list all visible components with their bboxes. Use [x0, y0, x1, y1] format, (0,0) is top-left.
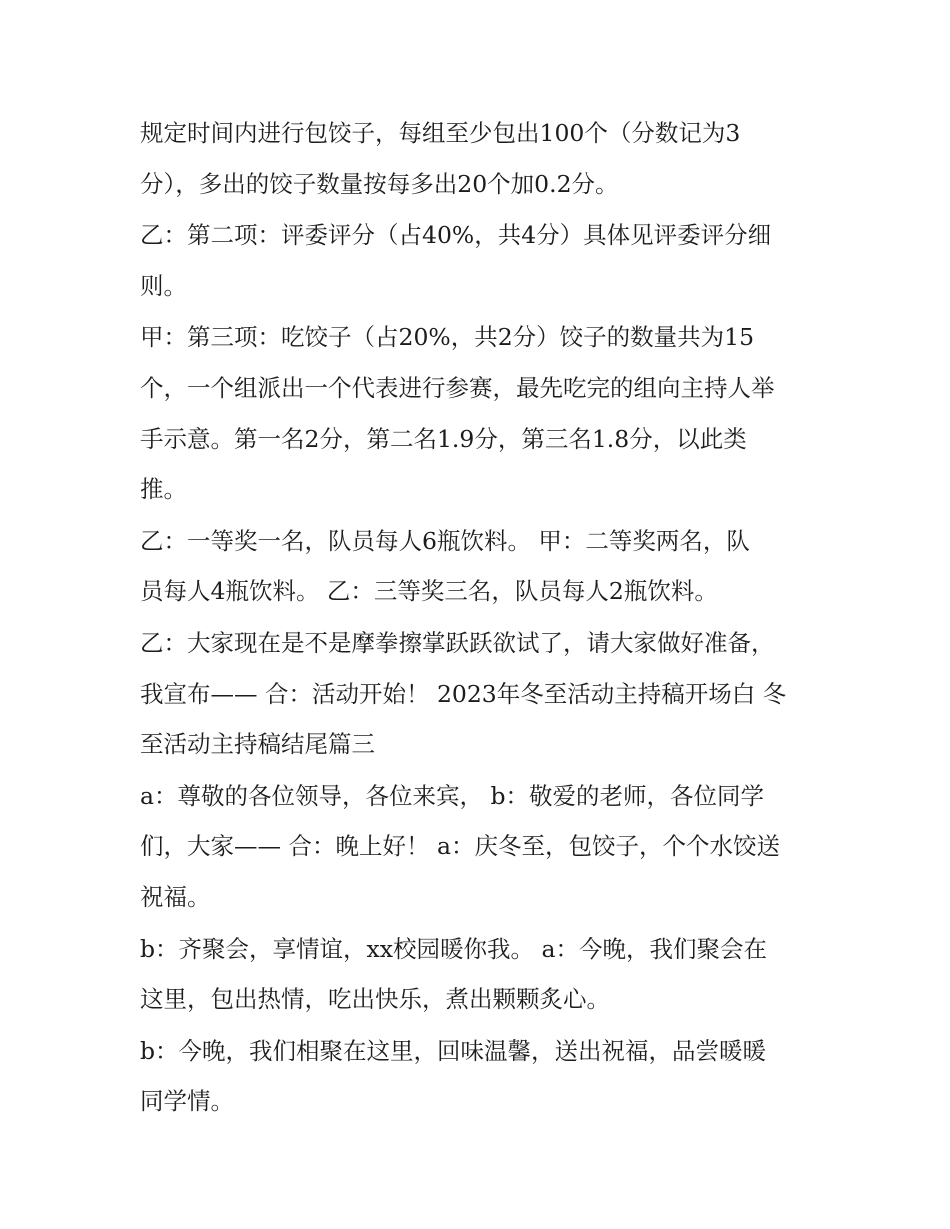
paragraph-judging-score: 乙：第二项：评委评分（占40%，共4分）具体见评委评分细 则。: [140, 221, 772, 300]
paragraph-greeting: a：尊敬的各位领导，各位来宾， b：敬爱的老师，各位同学 们，大家—— 合：晚上好！ a：庆冬至，包饺子，个个水饺送 祝福。: [140, 781, 780, 911]
paragraph-eating-contest: 甲：第三项：吃饺子（占20%，共2分）饺子的数量共为15 个，一个组派出一个代表进行参赛，最先吃完的组向主持人举 手示意。第一名2分，第二名1.9分，第三名1.8分，以此类 推。: [140, 323, 775, 504]
document-body: [140, 108, 820, 1128]
paragraph-announcement: 乙：大家现在是不是摩拳擦掌跃跃欲试了，请大家做好准备， 我宣布—— 合：活动开始！ 2023年冬至活动主持稿开场白 冬 至活动主持稿结尾篇三: [140, 628, 787, 759]
paragraph-tonight: b：今晚，我们相聚在这里，回味温馨，送出祝福，品尝暖暖 同学情。: [140, 1036, 767, 1116]
paragraph-prizes: 乙：一等奖一名，队员每人6瓶饮料。 甲：二等奖两名，队 员每人4瓶饮料。 乙：三等奖三名，队员每人2瓶饮料。: [140, 526, 750, 606]
paragraph-gathering: b：齐聚会，享情谊，xx校园暖你我。 a：今晚，我们聚会在 这里，包出热情，吃出快乐，煮出颗颗炙心。: [140, 934, 768, 1014]
paragraph-rules-part1: 规定时间内进行包饺子，每组至少包出100个（分数记为3 分），多出的饺子数量按每多出20个加0.2分。: [140, 119, 741, 198]
